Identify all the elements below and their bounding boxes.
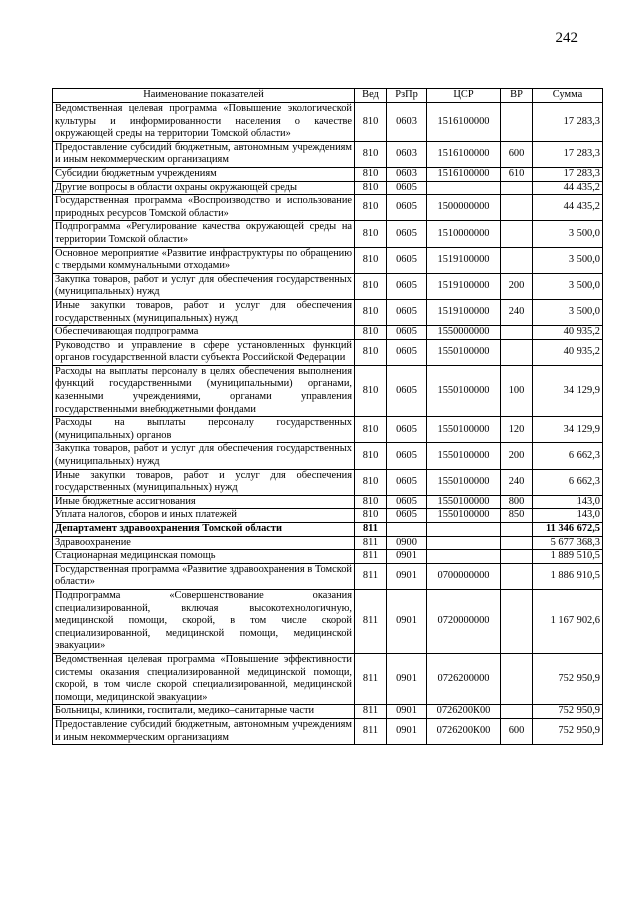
budget-table	[52, 88, 603, 745]
cell-vr	[501, 195, 533, 221]
table-row	[53, 550, 603, 564]
table-header-row	[53, 89, 603, 103]
cell-vr	[501, 589, 533, 653]
cell-name: Другие вопросы в области охраны окружающей среды	[53, 181, 355, 195]
cell-rzpr	[387, 523, 427, 537]
cell-sum: 6 662,3	[533, 443, 603, 469]
table-row	[53, 589, 603, 653]
cell-csr: 1550100000	[427, 365, 501, 416]
table-row	[53, 495, 603, 509]
cell-rzpr: 0605	[387, 273, 427, 299]
cell-rzpr: 0901	[387, 589, 427, 653]
cell-ved: 811	[355, 705, 387, 719]
cell-ved: 811	[355, 536, 387, 550]
cell-name: Иные закупки товаров, работ и услуг для обеспечения государственных (муниципальных) нужд	[53, 469, 355, 495]
cell-name: Государственная программа «Развитие здравоохранения в Томской области»	[53, 563, 355, 589]
table-row	[53, 365, 603, 416]
cell-ved: 810	[355, 469, 387, 495]
table-row	[53, 299, 603, 325]
cell-rzpr: 0605	[387, 247, 427, 273]
cell-csr: 1519100000	[427, 273, 501, 299]
table-row	[53, 523, 603, 537]
cell-vr	[501, 563, 533, 589]
cell-csr: 0720000000	[427, 589, 501, 653]
cell-name: Закупка товаров, работ и услуг для обеспечения государственных (муниципальных) нужд	[53, 443, 355, 469]
cell-csr	[427, 181, 501, 195]
cell-sum: 3 500,0	[533, 273, 603, 299]
cell-name: Расходы на выплаты персоналу в целях обеспечения выполнения функций государственными (муниципальными) органами, казенными учреждениями, органами управления государственными внебюджетными фондами	[53, 365, 355, 416]
cell-rzpr: 0603	[387, 141, 427, 167]
cell-sum: 6 662,3	[533, 469, 603, 495]
cell-name: Предоставление субсидий бюджетным, автономным учреждениям и иным некоммерческим организациям	[53, 141, 355, 167]
cell-ved: 810	[355, 299, 387, 325]
table-row	[53, 443, 603, 469]
cell-rzpr: 0605	[387, 495, 427, 509]
header-sum: Сумма	[533, 89, 603, 103]
cell-csr	[427, 523, 501, 537]
cell-name: Обеспечивающая подпрограмма	[53, 326, 355, 340]
cell-vr	[501, 103, 533, 142]
table-row	[53, 103, 603, 142]
cell-vr	[501, 247, 533, 273]
cell-name: Иные бюджетные ассигнования	[53, 495, 355, 509]
cell-csr: 1500000000	[427, 195, 501, 221]
table-row	[53, 718, 603, 744]
cell-vr	[501, 181, 533, 195]
table-row	[53, 141, 603, 167]
cell-vr: 200	[501, 443, 533, 469]
cell-vr: 800	[501, 495, 533, 509]
cell-rzpr: 0605	[387, 299, 427, 325]
cell-sum: 752 950,9	[533, 705, 603, 719]
cell-name: Расходы на выплаты персоналу государственных (муниципальных) органов	[53, 417, 355, 443]
cell-vr: 240	[501, 469, 533, 495]
cell-sum: 752 950,9	[533, 653, 603, 704]
cell-csr: 1550100000	[427, 495, 501, 509]
cell-csr: 0700000000	[427, 563, 501, 589]
table-row	[53, 339, 603, 365]
table-row	[53, 563, 603, 589]
cell-sum: 1 167 902,6	[533, 589, 603, 653]
cell-name: Уплата налогов, сборов и иных платежей	[53, 509, 355, 523]
cell-ved: 810	[355, 141, 387, 167]
cell-vr	[501, 550, 533, 564]
cell-sum: 5 677 368,3	[533, 536, 603, 550]
table-row	[53, 326, 603, 340]
cell-rzpr: 0901	[387, 653, 427, 704]
cell-name: Подпрограмма «Регулирование качества окружающей среды на территории Томской области»	[53, 221, 355, 247]
cell-rzpr: 0603	[387, 103, 427, 142]
table-row	[53, 167, 603, 181]
table-row	[53, 705, 603, 719]
cell-csr: 1550100000	[427, 339, 501, 365]
cell-ved: 811	[355, 563, 387, 589]
cell-sum: 143,0	[533, 495, 603, 509]
cell-csr: 0726200000	[427, 653, 501, 704]
cell-ved: 810	[355, 417, 387, 443]
header-ved: Вед	[355, 89, 387, 103]
table-row	[53, 273, 603, 299]
cell-rzpr: 0603	[387, 167, 427, 181]
cell-sum: 40 935,2	[533, 339, 603, 365]
cell-sum: 143,0	[533, 509, 603, 523]
header-rzpr: РзПр	[387, 89, 427, 103]
cell-sum: 44 435,2	[533, 181, 603, 195]
table-body	[53, 103, 603, 745]
cell-csr: 0726200К00	[427, 705, 501, 719]
table-row	[53, 469, 603, 495]
cell-rzpr: 0901	[387, 563, 427, 589]
cell-rzpr: 0901	[387, 550, 427, 564]
cell-csr: 1510000000	[427, 221, 501, 247]
cell-name: Субсидии бюджетным учреждениям	[53, 167, 355, 181]
cell-name: Основное мероприятие «Развитие инфраструктуры по обращению с твердыми коммунальными отходами»	[53, 247, 355, 273]
cell-vr: 600	[501, 718, 533, 744]
cell-vr: 610	[501, 167, 533, 181]
cell-csr: 1550100000	[427, 469, 501, 495]
cell-sum: 3 500,0	[533, 299, 603, 325]
cell-csr	[427, 536, 501, 550]
cell-sum: 17 283,3	[533, 103, 603, 142]
table-row	[53, 247, 603, 273]
cell-ved: 810	[355, 339, 387, 365]
cell-rzpr: 0605	[387, 339, 427, 365]
cell-vr: 240	[501, 299, 533, 325]
cell-name: Руководство и управление в сфере установленных функций органов государственной власти субъекта Российской Федерации	[53, 339, 355, 365]
cell-rzpr: 0605	[387, 509, 427, 523]
cell-ved: 811	[355, 653, 387, 704]
cell-rzpr: 0605	[387, 443, 427, 469]
cell-csr: 1550000000	[427, 326, 501, 340]
cell-name: Подпрограмма «Совершенствование оказания специализированной, включая высокотехнологичную, медицинской помощи, скорой, в том числе скорой специализированной, медицинской помощи, медицинской эвакуации»	[53, 589, 355, 653]
cell-sum: 1 889 510,5	[533, 550, 603, 564]
cell-vr	[501, 536, 533, 550]
cell-csr: 1519100000	[427, 299, 501, 325]
header-csr: ЦСР	[427, 89, 501, 103]
cell-ved: 810	[355, 103, 387, 142]
cell-csr: 1516100000	[427, 167, 501, 181]
table-row	[53, 417, 603, 443]
cell-csr	[427, 550, 501, 564]
cell-ved: 811	[355, 550, 387, 564]
cell-rzpr: 0605	[387, 469, 427, 495]
cell-sum: 34 129,9	[533, 417, 603, 443]
cell-rzpr: 0605	[387, 221, 427, 247]
cell-name: Ведомственная целевая программа «Повышение эффективности системы оказания специализированной медицинской помощи, скорой, в том числе скорой специализированной, медицинской помощи, медицинской эвакуации»	[53, 653, 355, 704]
header-vr: ВР	[501, 89, 533, 103]
cell-name: Стационарная медицинская помощь	[53, 550, 355, 564]
cell-vr	[501, 523, 533, 537]
cell-name: Иные закупки товаров, работ и услуг для обеспечения государственных (муниципальных) нужд	[53, 299, 355, 325]
cell-rzpr: 0605	[387, 326, 427, 340]
cell-csr: 1550100000	[427, 443, 501, 469]
cell-rzpr: 0605	[387, 417, 427, 443]
cell-csr: 1519100000	[427, 247, 501, 273]
cell-name: Предоставление субсидий бюджетным, автономным учреждениям и иным некоммерческим организациям	[53, 718, 355, 744]
cell-name: Закупка товаров, работ и услуг для обеспечения государственных (муниципальных) нужд	[53, 273, 355, 299]
cell-csr: 1550100000	[427, 509, 501, 523]
cell-sum: 17 283,3	[533, 141, 603, 167]
cell-vr	[501, 653, 533, 704]
cell-sum: 752 950,9	[533, 718, 603, 744]
cell-rzpr: 0605	[387, 365, 427, 416]
cell-name: Государственная программа «Воспроизводство и использование природных ресурсов Томской области»	[53, 195, 355, 221]
cell-ved: 810	[355, 221, 387, 247]
table-row	[53, 181, 603, 195]
cell-sum: 17 283,3	[533, 167, 603, 181]
cell-sum: 3 500,0	[533, 221, 603, 247]
cell-name: Больницы, клиники, госпитали, медико–санитарные части	[53, 705, 355, 719]
cell-rzpr: 0900	[387, 536, 427, 550]
cell-vr	[501, 326, 533, 340]
cell-vr	[501, 221, 533, 247]
cell-rzpr: 0605	[387, 181, 427, 195]
cell-ved: 810	[355, 247, 387, 273]
cell-sum: 44 435,2	[533, 195, 603, 221]
table-row	[53, 509, 603, 523]
cell-name: Здравоохранение	[53, 536, 355, 550]
cell-rzpr: 0605	[387, 195, 427, 221]
cell-ved: 810	[355, 495, 387, 509]
cell-vr	[501, 705, 533, 719]
cell-vr: 120	[501, 417, 533, 443]
cell-ved: 810	[355, 181, 387, 195]
cell-csr: 1516100000	[427, 103, 501, 142]
table-row	[53, 653, 603, 704]
cell-ved: 810	[355, 195, 387, 221]
cell-vr: 600	[501, 141, 533, 167]
cell-sum: 34 129,9	[533, 365, 603, 416]
cell-ved: 811	[355, 589, 387, 653]
cell-name: Департамент здравоохранения Томской области	[53, 523, 355, 537]
cell-sum: 3 500,0	[533, 247, 603, 273]
cell-ved: 811	[355, 718, 387, 744]
table-row	[53, 221, 603, 247]
cell-rzpr: 0901	[387, 705, 427, 719]
cell-ved: 810	[355, 365, 387, 416]
table-row	[53, 195, 603, 221]
cell-name: Ведомственная целевая программа «Повышение экологической культуры и информированности населения о качестве окружающей среды на территории Томской области»	[53, 103, 355, 142]
cell-ved: 811	[355, 523, 387, 537]
cell-csr: 1516100000	[427, 141, 501, 167]
cell-ved: 810	[355, 273, 387, 299]
cell-sum: 1 886 910,5	[533, 563, 603, 589]
cell-vr	[501, 339, 533, 365]
cell-csr: 0726200К00	[427, 718, 501, 744]
cell-ved: 810	[355, 443, 387, 469]
cell-csr: 1550100000	[427, 417, 501, 443]
cell-sum: 11 346 672,5	[533, 523, 603, 537]
page-number: 242	[555, 30, 578, 46]
table-row	[53, 536, 603, 550]
cell-ved: 810	[355, 167, 387, 181]
cell-ved: 810	[355, 509, 387, 523]
header-name: Наименование показателей	[53, 89, 355, 103]
cell-vr: 100	[501, 365, 533, 416]
cell-vr: 850	[501, 509, 533, 523]
cell-rzpr: 0901	[387, 718, 427, 744]
cell-sum: 40 935,2	[533, 326, 603, 340]
cell-ved: 810	[355, 326, 387, 340]
cell-vr: 200	[501, 273, 533, 299]
